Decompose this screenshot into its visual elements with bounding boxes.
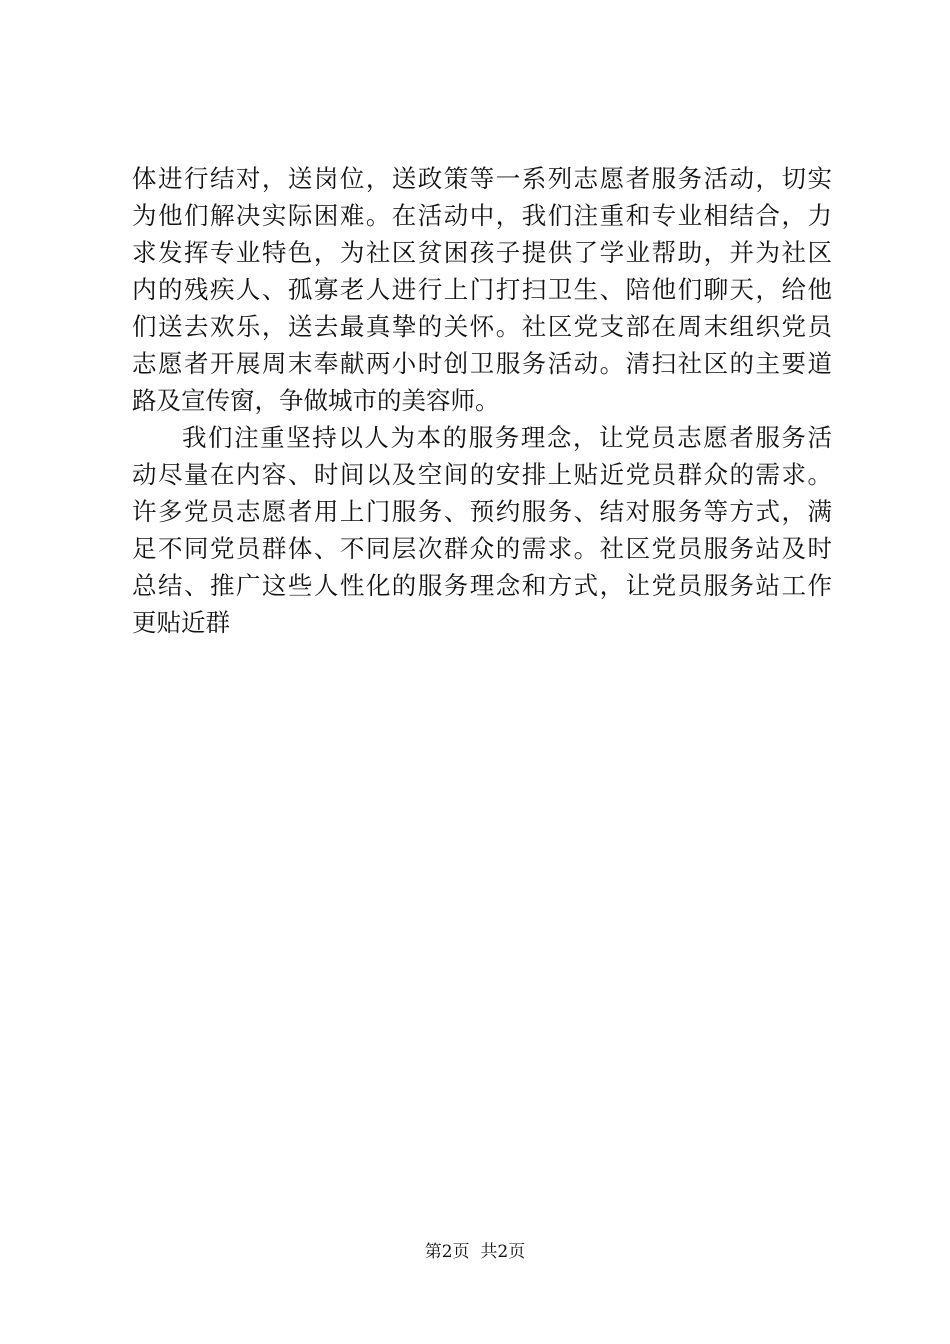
paragraph-line: 我们注重坚持以人为本的服务理念，让党员志愿者服务活	[182, 423, 832, 452]
page-footer: 第2页 共2页	[424, 1242, 526, 1262]
paragraph-line: 许多党员志愿者用上门服务、预约服务、结对服务等方式，满	[132, 497, 832, 526]
document-body	[132, 160, 832, 641]
paragraph-line: 为他们解决实际困难。在活动中，我们注重和专业相结合，力	[132, 201, 832, 230]
paragraph-1	[132, 160, 832, 419]
paragraph-line: 更贴近群	[132, 608, 230, 637]
paragraph-line: 路及宣传窗，争做城市的美容师。	[132, 386, 500, 415]
paragraph-line: 足不同党员群体、不同层次群众的需求。社区党员服务站及时	[132, 534, 832, 563]
paragraph-line: 总结、推广这些人性化的服务理念和方式，让党员服务站工作	[132, 571, 832, 600]
paragraph-line: 求发挥专业特色，为社区贫困孩子提供了学业帮助，并为社区	[132, 238, 832, 267]
paragraph-line: 体进行结对，送岗位，送政策等一系列志愿者服务活动，切实	[132, 164, 832, 193]
paragraph-line: 志愿者开展周末奉献两小时创卫服务活动。清扫社区的主要道	[132, 349, 832, 378]
paragraph-line: 们送去欢乐，送去最真挚的关怀。社区党支部在周末组织党员	[132, 312, 832, 341]
paragraph-line: 动尽量在内容、时间以及空间的安排上贴近党员群众的需求。	[132, 460, 832, 489]
paragraph-line: 内的残疾人、孤寡老人进行上门打扫卫生、陪他们聊天，给他	[132, 275, 832, 304]
paragraph-2	[132, 419, 832, 641]
